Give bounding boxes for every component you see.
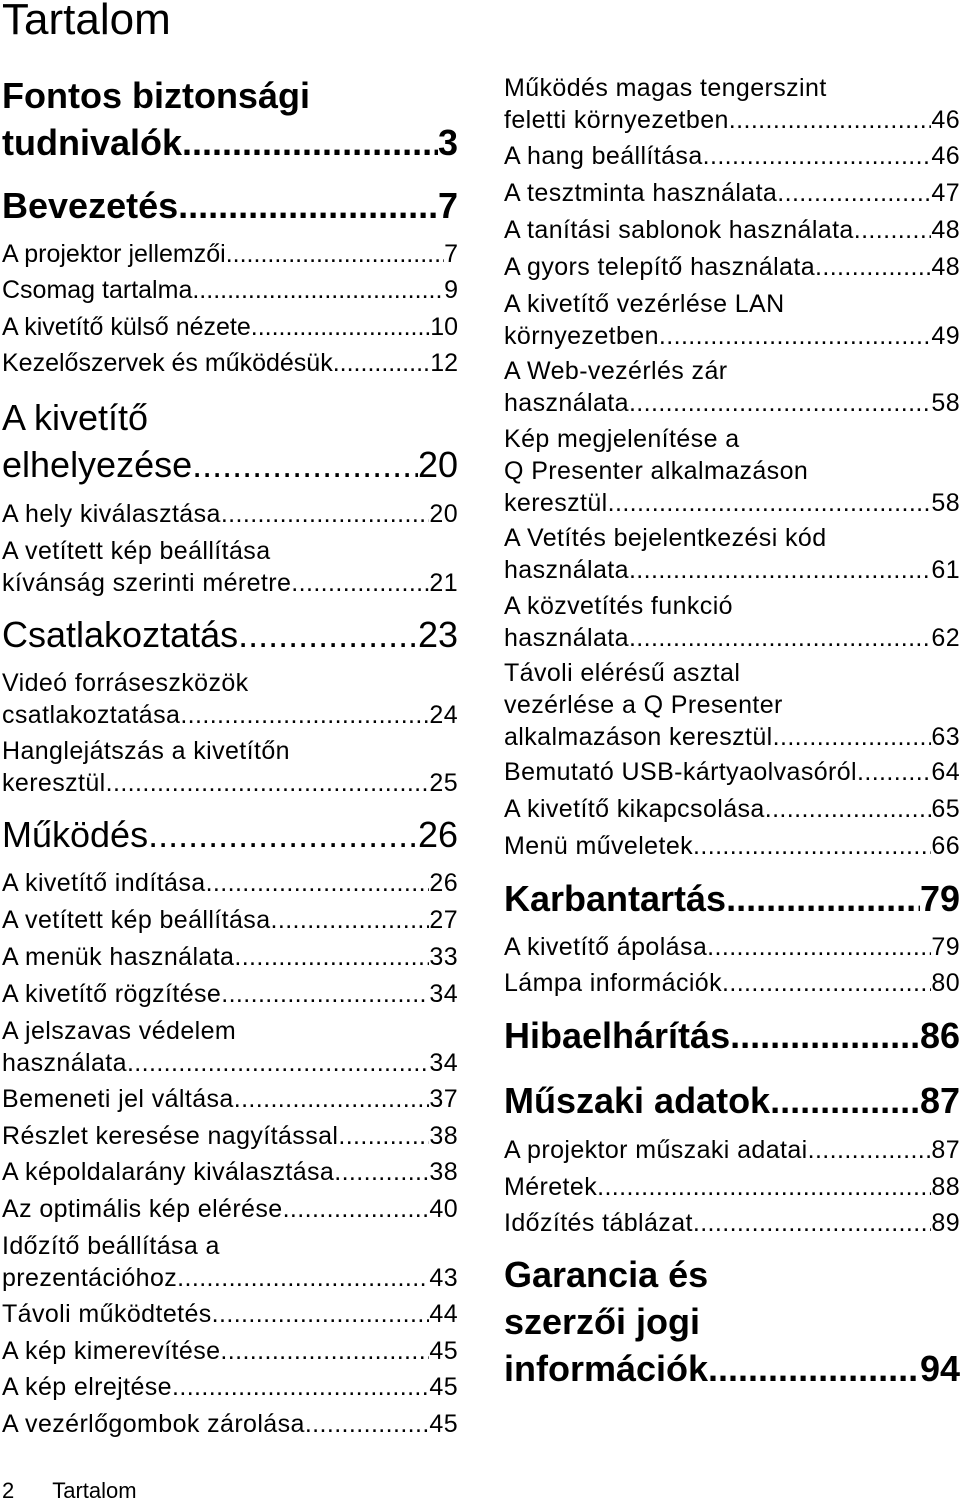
toc-entry-line [504,214,960,246]
toc-entry-title: Karbantartás [504,878,727,919]
toc-chapter-entry[interactable] [2,182,458,229]
dot-leader [597,1171,931,1203]
toc-section-entry[interactable] [504,140,960,172]
toc-entry-title-line: Távoli elérésű asztal [504,659,741,687]
toc-page-number: 58 [931,489,960,517]
toc-entry-title-line: A jelszavas védelem [2,1017,237,1045]
toc-section-entry[interactable] [504,830,960,862]
toc-entry-line [504,756,960,788]
toc-page-number: 3 [437,122,458,163]
toc-entry-line [2,1083,458,1115]
toc-entry-title: keresztül [504,489,608,517]
toc-entry-line [2,1298,458,1330]
toc-entry-title-line: A Vetítés bejelentkezési kód [504,524,827,552]
toc-entry-title: Kezelőszervek és működésük [2,349,333,377]
toc-entry-title: Időzítés táblázat [504,1209,693,1237]
dot-leader [729,104,932,136]
toc-entry-title: keresztül [2,769,106,797]
toc-section-entry[interactable] [2,1298,458,1330]
toc-entry-title-line: A kivetítő [2,397,149,438]
toc-entry-line [504,104,960,136]
toc-entry-title-line: Q Presenter alkalmazáson [504,457,809,485]
toc-page-number: 65 [931,795,960,823]
toc-page-number: 48 [931,216,960,244]
toc-page-number: 34 [429,1049,458,1077]
toc-entry-title: Csomag tartalma [2,276,193,304]
toc-section-entry[interactable] [504,1207,960,1239]
toc-entry-title: Bemutató USB-kártyaolvasóról [504,758,858,786]
toc-entry-title-line: A kivetítő vezérlése LAN [504,290,785,318]
toc-entry-title-line: A közvetítés funkció [504,592,733,620]
toc-page-number: 26 [417,814,458,855]
toc-section-entry[interactable] [504,967,960,999]
dot-leader [773,721,932,753]
toc-entry-title: Menü műveletek [504,832,694,860]
toc-entry-line [2,1047,458,1079]
toc-entry-title-line: Működés magas tengerszint [504,74,827,102]
dot-leader [629,387,931,419]
dot-leader [808,1134,932,1166]
toc-page-number: 37 [429,1085,458,1113]
toc-entry-title-line: szerzői jogi [504,1301,701,1342]
toc-entry-line [504,387,960,419]
dot-leader [708,1345,920,1392]
dot-leader [220,1335,429,1367]
toc-entry-line [2,347,458,379]
dot-leader [221,498,430,530]
toc-entry-title-line: A vetített kép beállítása [2,537,271,565]
dot-leader [234,1083,430,1115]
toc-entry-line [504,1134,960,1166]
toc-page-number: 20 [417,444,458,485]
dot-leader [659,320,931,352]
toc-section-entry[interactable] [2,238,458,270]
toc-entry-line [504,622,960,654]
toc-chapter-entry[interactable] [504,875,960,922]
toc-page-number: 38 [429,1122,458,1150]
toc-entry-title: A kivetítő ápolása [504,933,708,961]
toc-page-number: 79 [931,933,960,961]
toc-entry-title: A hang beállítása [504,142,703,170]
toc-section-entry[interactable] [2,867,458,899]
toc-chapter-entry[interactable] [504,1077,960,1124]
toc-page-number: 62 [931,624,960,652]
toc-section-entry[interactable] [504,72,960,136]
toc-chapter-entry[interactable] [2,394,458,488]
toc-entry-line [504,140,960,172]
toc-section-entry[interactable] [504,1134,960,1166]
toc-section-entry[interactable] [504,288,960,352]
toc-entry-line [504,320,960,352]
toc-section-entry[interactable] [2,1015,458,1079]
toc-section-entry[interactable] [2,311,458,343]
toc-entry-line [2,1156,458,1188]
toc-page-number: 48 [931,253,960,281]
dot-leader [238,611,418,658]
toc-entry-title: Távoli működtetés [2,1300,212,1328]
toc-page-number: 45 [429,1337,458,1365]
toc-entry-title: A kivetítő indítása [2,869,206,897]
dot-leader [291,567,429,599]
toc-entry-title: használata [504,556,629,584]
toc-page-number: 79 [919,878,960,919]
toc-entry-title: információk [504,1348,709,1389]
dot-leader [722,967,931,999]
toc-entry-title: A kivetítő rögzítése [2,980,222,1008]
toc-page-number: 44 [429,1300,458,1328]
toc-page-number: 12 [430,349,458,377]
dot-leader [854,214,932,246]
toc-entry-line [504,721,960,753]
toc-page-number: 61 [931,556,960,584]
dot-leader [693,830,931,862]
toc-entry-title-line: Hanglejátszás a kivetítőn [2,737,290,765]
toc-section-entry[interactable] [2,667,458,731]
toc-entry-line [504,875,960,922]
toc-page-number: 46 [931,106,960,134]
toc-entry-title: A tanítási sablonok használata [504,216,854,244]
toc-page-number: 26 [429,869,458,897]
toc-section-entry[interactable] [504,590,960,654]
toc-entry-line [504,830,960,862]
toc-entry-line [2,311,458,343]
toc-page-number: 45 [429,1410,458,1438]
toc-entry-title: Bemeneti jel váltása [2,1085,234,1113]
toc-entry-title: A hely kiválasztása [2,500,221,528]
dot-leader [177,1262,429,1294]
toc-entry-line [504,967,960,999]
toc-section-entry[interactable] [504,355,960,419]
toc-entry-title: Működés [2,814,149,855]
dot-leader [815,251,931,283]
toc-section-entry[interactable] [2,1120,458,1152]
toc-section-entry[interactable] [504,657,960,753]
dot-leader [148,811,418,858]
dot-leader [730,1012,920,1059]
dot-leader [629,554,931,586]
toc-page-number: 7 [444,240,458,268]
toc-entry-line [2,811,458,858]
dot-leader [212,1298,430,1330]
toc-page-number: 58 [931,389,960,417]
dot-leader [127,1047,429,1079]
toc-entry-title: Hibaelhárítás [504,1015,731,1056]
page-footer [2,1478,137,1504]
toc-page-number: 24 [429,701,458,729]
toc-section-entry[interactable] [2,498,458,530]
toc-page-number: 34 [429,980,458,1008]
dot-leader [608,487,932,519]
toc-chapter-entry[interactable] [504,1251,960,1392]
toc-section-entry[interactable] [504,214,960,246]
toc-entry-title: Részlet keresése nagyítással [2,1122,339,1150]
dot-leader [338,1120,429,1152]
toc-entry-title: Méretek [504,1173,598,1201]
toc-entry-line [2,567,458,599]
toc-section-entry[interactable] [504,251,960,283]
toc-entry-title: A vetített kép beállítása [2,906,271,934]
toc-entry-title: alkalmazáson keresztül [504,723,773,751]
toc-entry-title-line: Videó forráseszközök [2,669,249,697]
toc-page-number: 49 [931,322,960,350]
toc-page-number: 86 [919,1015,960,1056]
dot-leader [106,767,430,799]
toc-entry-title-line: A Web-vezérlés zár [504,357,728,385]
toc-entry-title: feletti környezetben [504,106,729,134]
toc-page-number: 33 [429,943,458,971]
toc-entry-line [2,274,458,306]
toc-entry-title: használata [504,624,629,652]
toc-chapter-entry[interactable] [2,611,458,658]
toc-entry-title: csatlakoztatása [2,701,181,729]
toc-entry-title: használata [504,389,629,417]
toc-section-entry[interactable] [2,735,458,799]
toc-entry-title-line: vezérlése a Q Presenter [504,691,783,719]
dot-leader [693,1207,932,1239]
toc-page-number: 7 [437,185,458,226]
toc-section-entry[interactable] [504,931,960,963]
toc-entry-line [2,182,458,229]
toc-entry-line [504,554,960,586]
toc-entry-title: környezetben [504,322,659,350]
toc-entry-title: A kivetítő külső nézete [2,313,251,341]
toc-section-entry[interactable] [504,177,960,209]
dot-leader [182,119,438,166]
toc-section-entry[interactable] [2,978,458,1010]
toc-section-entry[interactable] [504,1171,960,1203]
toc-entry-line [2,904,458,936]
dot-leader [770,1077,920,1124]
toc-page-number: 20 [429,500,458,528]
dot-leader [334,1156,429,1188]
toc-page-number: 63 [931,723,960,751]
toc-section-entry[interactable] [2,1193,458,1225]
toc-section-entry[interactable] [2,941,458,973]
toc-page-number: 23 [417,614,458,655]
toc-section-entry[interactable] [2,1156,458,1188]
dot-leader [283,1193,430,1225]
toc-section-entry[interactable] [504,522,960,586]
dot-leader [251,311,430,343]
toc-entry-title: elhelyezése [2,444,193,485]
toc-entry-line [2,441,458,488]
dot-leader [172,1371,429,1403]
dot-leader [226,238,444,270]
toc-page-number: 40 [429,1195,458,1223]
toc-entry-line [504,251,960,283]
toc-entry-title: kívánság szerinti méretre [2,569,292,597]
dot-leader [178,182,438,229]
toc-entry-title: Lámpa információk [504,969,723,997]
toc-page-number: 46 [931,142,960,170]
toc-entry-title: Bevezetés [2,185,179,226]
toc-page-number: 45 [429,1373,458,1401]
toc-entry-line [2,498,458,530]
toc-section-entry[interactable] [2,347,458,379]
toc-section-entry[interactable] [504,423,960,519]
toc-section-entry[interactable] [2,1083,458,1115]
toc-section-entry[interactable] [504,793,960,825]
dot-leader [192,441,418,488]
toc-entry-line [2,611,458,658]
toc-entry-line [504,177,960,209]
dot-leader [707,931,931,963]
dot-leader [234,941,429,973]
toc-entry-title: tudnivalók [2,122,183,163]
toc-page-number: 80 [931,969,960,997]
toc-entry-title: Az optimális kép elérése [2,1195,283,1223]
toc-entry-line [2,941,458,973]
dot-leader [192,274,444,306]
toc-entry-title: A képoldalarány kiválasztása [2,1158,335,1186]
toc-page-number: 87 [931,1136,960,1164]
toc-entry-line [504,1345,960,1392]
toc-entry-title: A kép kimerevítése [2,1337,221,1365]
toc-chapter-entry[interactable] [2,72,458,166]
toc-entry-title: prezentációhoz [2,1264,178,1292]
dot-leader [703,140,932,172]
toc-entry-line [2,1335,458,1367]
footer-section-name: Tartalom [52,1478,137,1503]
toc-entry-line [504,931,960,963]
toc-entry-title: A projektor jellemzői [2,240,226,268]
toc-section-entry[interactable] [2,904,458,936]
toc-page-number: 25 [429,769,458,797]
toc-page-number: 38 [429,1158,458,1186]
toc-page-number: 94 [919,1348,960,1389]
toc-page-number: 9 [444,276,458,304]
page-title: Tartalom [2,0,171,44]
toc-section-entry[interactable] [2,535,458,599]
toc-entry-title-line: Fontos biztonsági [2,75,310,116]
dot-leader [726,875,920,922]
toc-entry-title: A gyors telepítő használata [504,253,815,281]
dot-leader [271,904,430,936]
toc-page-number: 66 [931,832,960,860]
toc-page-number: 88 [931,1173,960,1201]
dot-leader [221,978,429,1010]
dot-leader [305,1408,430,1440]
toc-entry-line [504,487,960,519]
toc-entry-title: A tesztminta használata [504,179,778,207]
dot-leader [629,622,931,654]
toc-entry-title-line: Időzítő beállítása a [2,1232,220,1260]
dot-leader [765,793,932,825]
toc-page-number: 27 [429,906,458,934]
toc-page-number: 10 [430,313,458,341]
toc-entry-line [504,1077,960,1124]
toc-entry-line [2,1408,458,1440]
toc-section-entry[interactable] [2,1371,458,1403]
toc-entry-line [2,867,458,899]
toc-entry-title: A kivetítő kikapcsolása [504,795,765,823]
toc-entry-title-line: Kép megjelenítése a [504,425,740,453]
toc-entry-line [2,1193,458,1225]
dot-leader [333,347,430,379]
toc-entry-line [2,119,458,166]
toc-page-number: 21 [429,569,458,597]
toc-page-number: 64 [931,758,960,786]
toc-entry-line [504,1171,960,1203]
toc-entry-line [2,767,458,799]
toc-section-entry[interactable] [504,756,960,788]
toc-section-entry[interactable] [2,1408,458,1440]
dot-leader [857,756,931,788]
footer-page-number: 2 [2,1478,15,1503]
toc-page-number: 89 [931,1209,960,1237]
toc-entry-line [2,238,458,270]
toc-section-entry[interactable] [2,1230,458,1294]
toc-page-number: 47 [931,179,960,207]
toc-page-number: 43 [429,1264,458,1292]
toc-entry-title-line: Garancia és [504,1254,709,1295]
toc-entry-line [504,1012,960,1059]
toc-entry-line [2,1120,458,1152]
toc-entry-line [504,793,960,825]
toc-entry-title: A kép elrejtése [2,1373,172,1401]
toc-entry-line [504,1207,960,1239]
toc-entry-title: Csatlakoztatás [2,614,239,655]
toc-entry-line [2,1262,458,1294]
toc-entry-title: Műszaki adatok [504,1080,771,1121]
toc-entry-title: A vezérlőgombok zárolása [2,1410,305,1438]
dot-leader [777,177,931,209]
toc-entry-title: A menük használata [2,943,235,971]
toc-entry-line [2,699,458,731]
toc-section-entry[interactable] [2,1335,458,1367]
toc-entry-title: használata [2,1049,127,1077]
toc-page-number: 87 [919,1080,960,1121]
toc-chapter-entry[interactable] [2,811,458,858]
dot-leader [180,699,429,731]
toc-chapter-entry[interactable] [504,1012,960,1059]
dot-leader [206,867,430,899]
toc-entry-title: A projektor műszaki adatai [504,1136,808,1164]
toc-entry-line [2,1371,458,1403]
toc-entry-line [2,978,458,1010]
toc-section-entry[interactable] [2,274,458,306]
